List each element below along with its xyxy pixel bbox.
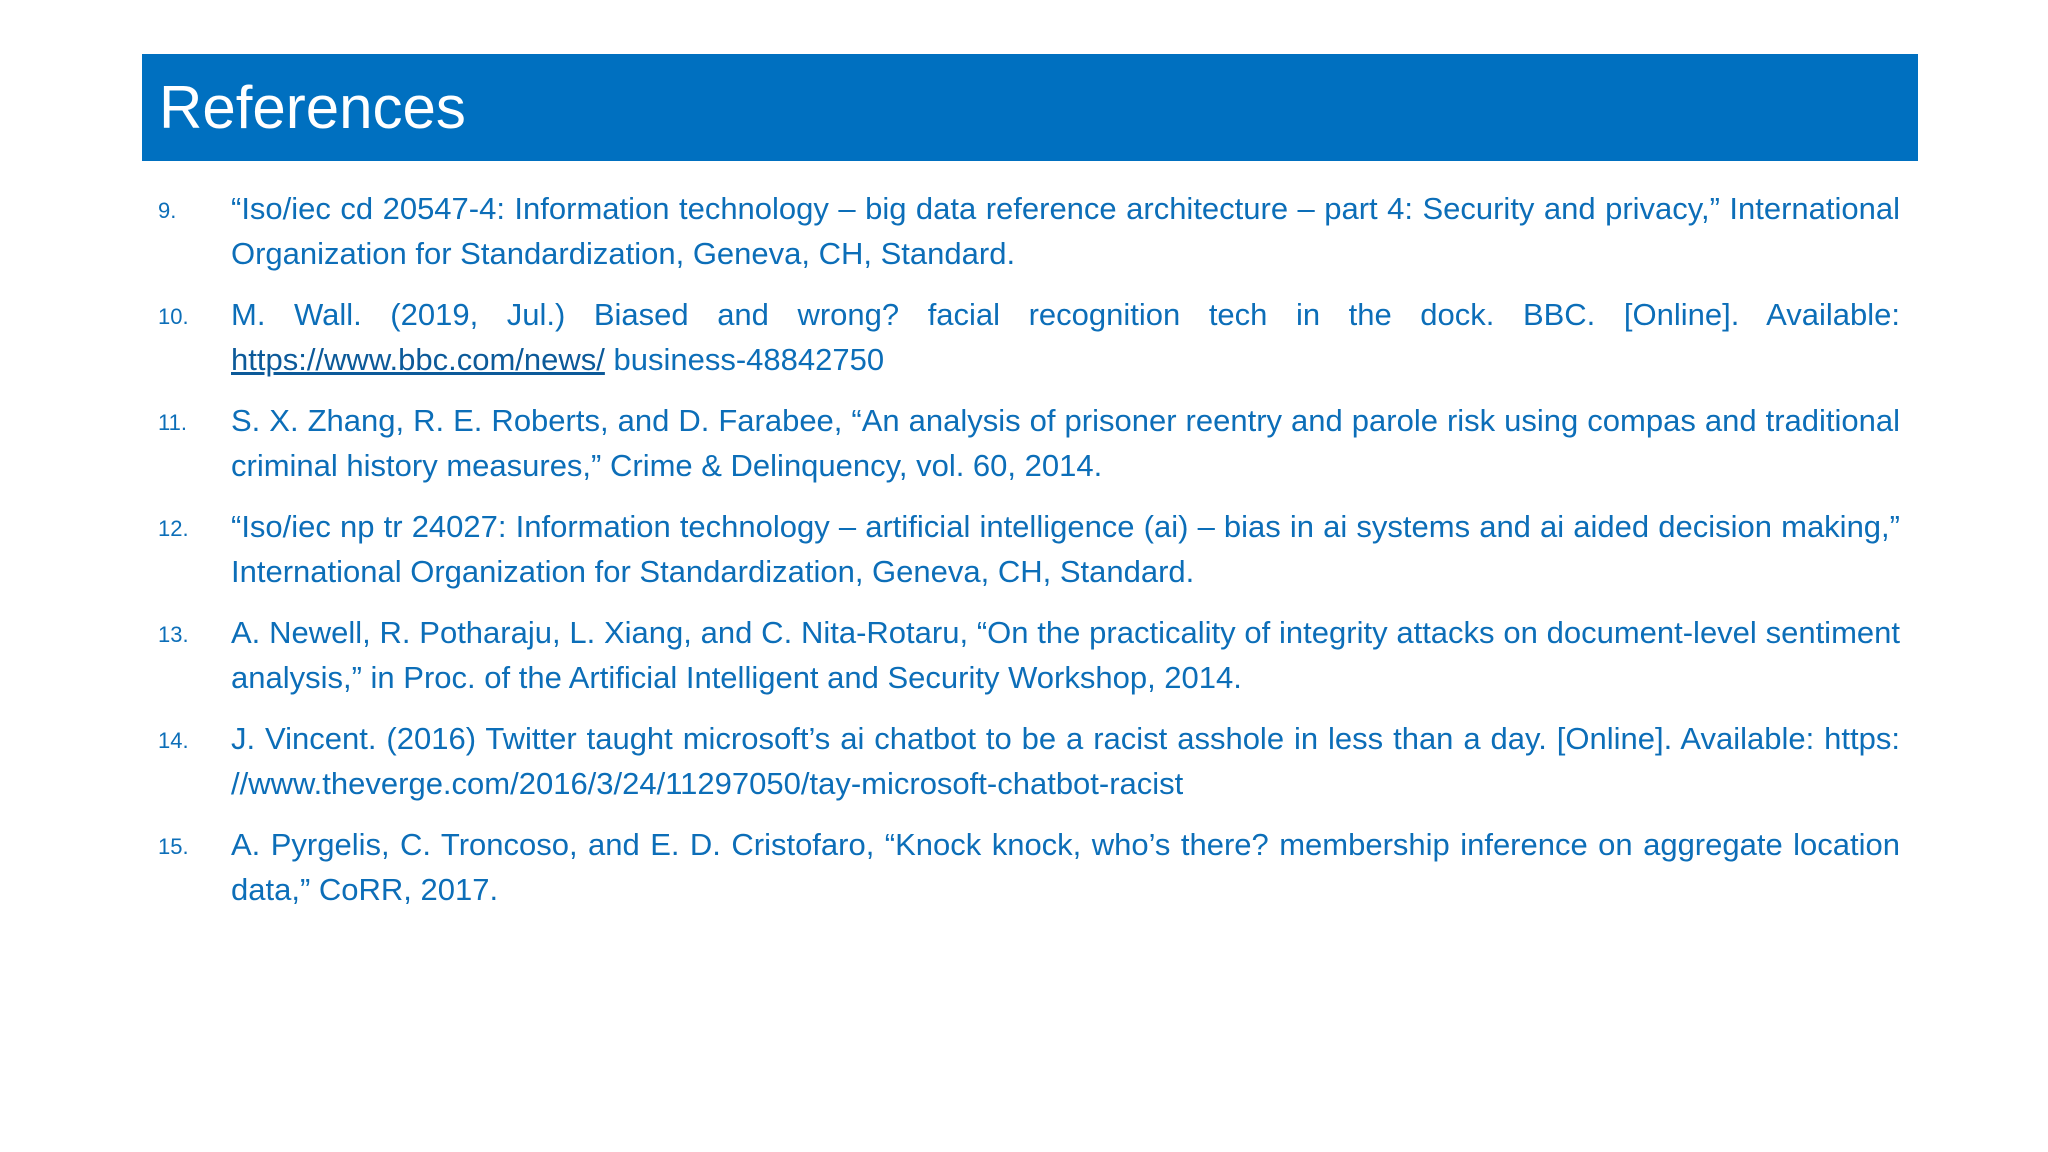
reference-number: 11. <box>158 410 187 435</box>
reference-text: S. X. Zhang, R. E. Roberts, and D. Farabee, “An analysis of prisoner reentry and parole risk using compas and traditional criminal history measures,” Crime & Delinquency, vol. 60, 2014. <box>231 403 1900 483</box>
reference-item <box>158 186 1900 276</box>
reference-number: 15. <box>158 834 189 859</box>
page-title: References <box>159 74 466 141</box>
reference-item <box>158 610 1900 700</box>
reference-list <box>158 186 1900 928</box>
reference-number: 9. <box>158 198 177 223</box>
reference-text <box>231 292 1900 382</box>
reference-text-after-link: business-48842750 <box>604 342 885 377</box>
reference-item <box>158 292 1900 382</box>
reference-item <box>158 398 1900 488</box>
reference-text-before-link: M. Wall. (2019, Jul.) Biased and wrong? facial recognition tech in the dock. BBC. [Online]. Available: <box>231 297 1900 332</box>
reference-number: 10. <box>158 304 189 329</box>
reference-number: 14. <box>158 728 189 753</box>
reference-number: 12. <box>158 516 189 541</box>
reference-number: 13. <box>158 622 189 647</box>
reference-item <box>158 716 1900 806</box>
reference-item <box>158 822 1900 912</box>
reference-text: “Iso/iec cd 20547-4: Information technology – big data reference architecture – part 4: Security and privacy,” International Organization for Standardization, Geneva, CH, Standard. <box>231 191 1900 271</box>
reference-link[interactable]: https://www.bbc.com/news/ <box>231 342 605 377</box>
reference-item <box>158 504 1900 594</box>
title-bar <box>142 54 1918 161</box>
reference-text: A. Newell, R. Potharaju, L. Xiang, and C. Nita-Rotaru, “On the practicality of integrity attacks on document-level sentiment analysis,” in Proc. of the Artificial Intelligent and Security Workshop, 2014. <box>231 615 1900 695</box>
reference-text: “Iso/iec np tr 24027: Information technology – artificial intelligence (ai) – bias in ai systems and ai aided decision making,” International Organization for Standardization, Geneva, CH, Standard. <box>231 509 1900 589</box>
reference-text: J. Vincent. (2016) Twitter taught microsoft’s ai chatbot to be a racist asshole in less than a day. [Online]. Available: https: //www.theverge.com/2016/3/24/11297050/tay-microsoft-chatbot-racist <box>231 721 1900 801</box>
reference-text: A. Pyrgelis, C. Troncoso, and E. D. Cristofaro, “Knock knock, who’s there? membership inference on aggregate location data,” CoRR, 2017. <box>231 827 1900 907</box>
